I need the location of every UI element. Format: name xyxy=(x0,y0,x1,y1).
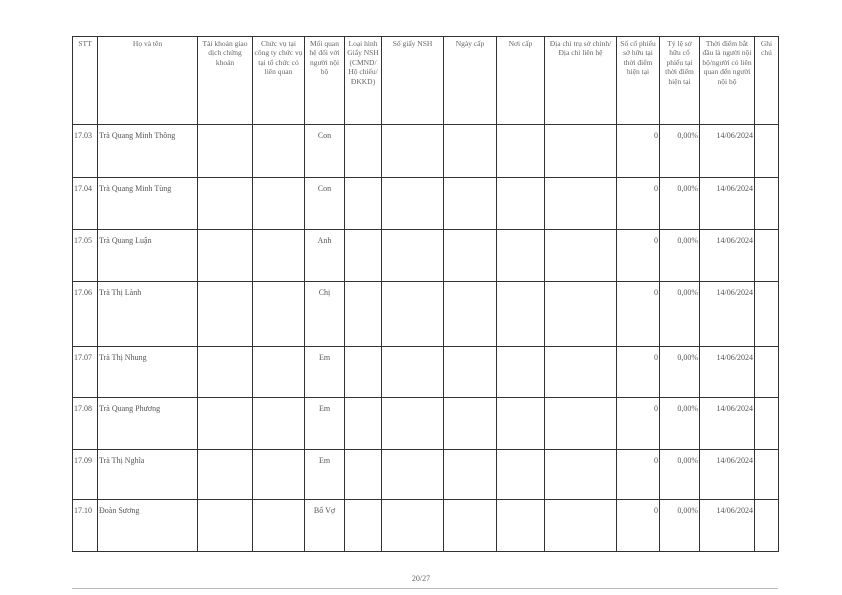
footer-divider xyxy=(72,588,778,589)
row-ratio: 0,00% xyxy=(660,282,700,347)
row-issue-place xyxy=(497,282,545,347)
row-start-date: 14/06/2024 xyxy=(700,230,755,282)
row-relation: Em xyxy=(305,347,345,398)
column-header: Họ và tên xyxy=(98,37,198,125)
row-start-date: 14/06/2024 xyxy=(700,500,755,552)
column-header: Mối quan hệ đối với người nội bộ xyxy=(305,37,345,125)
row-account xyxy=(198,125,253,178)
row-issue-place xyxy=(497,178,545,230)
row-position xyxy=(253,230,305,282)
row-note xyxy=(755,398,779,450)
column-header: Địa chỉ trụ sở chính/ Địa chỉ liên hệ xyxy=(545,37,617,125)
row-account xyxy=(198,347,253,398)
row-stt: 17.07 xyxy=(73,347,98,398)
page-number: 20/27 xyxy=(411,574,431,583)
row-id-number xyxy=(382,125,444,178)
row-issue-place xyxy=(497,230,545,282)
row-id-number xyxy=(382,230,444,282)
row-name: Trà Quang Minh Tùng xyxy=(98,178,198,230)
row-shares: 0 xyxy=(617,347,660,398)
row-id-type xyxy=(345,347,382,398)
row-note xyxy=(755,347,779,398)
table-row xyxy=(73,398,779,450)
row-account xyxy=(198,230,253,282)
column-header: Ngày cấp xyxy=(444,37,497,125)
row-account xyxy=(198,500,253,552)
row-id-type xyxy=(345,398,382,450)
row-address xyxy=(545,398,617,450)
table-row xyxy=(73,347,779,398)
row-ratio: 0,00% xyxy=(660,347,700,398)
row-note xyxy=(755,500,779,552)
row-id-number xyxy=(382,398,444,450)
table-row xyxy=(73,230,779,282)
row-note xyxy=(755,125,779,178)
row-start-date: 14/06/2024 xyxy=(700,178,755,230)
row-position xyxy=(253,398,305,450)
row-position xyxy=(253,178,305,230)
row-note xyxy=(755,230,779,282)
table-row xyxy=(73,178,779,230)
insider-table xyxy=(72,36,779,552)
row-account xyxy=(198,178,253,230)
row-stt: 17.03 xyxy=(73,125,98,178)
row-stt: 17.10 xyxy=(73,500,98,552)
row-name: Trà Thị Nghĩa xyxy=(98,450,198,500)
row-issue-date xyxy=(444,125,497,178)
row-name: Trà Quang Phương xyxy=(98,398,198,450)
column-header: Chức vụ tại công ty chức vụ tại tổ chức có liên quan xyxy=(253,37,305,125)
row-account xyxy=(198,450,253,500)
row-shares: 0 xyxy=(617,500,660,552)
column-header: Thời điểm bắt đầu là người nội bộ/người có liên quan đến người nội bộ xyxy=(700,37,755,125)
table-body xyxy=(73,125,779,552)
row-shares: 0 xyxy=(617,282,660,347)
column-header: Số cổ phiếu sở hữu tại thời điểm hiện tại xyxy=(617,37,660,125)
column-header: STT xyxy=(73,37,98,125)
row-issue-date xyxy=(444,282,497,347)
row-address xyxy=(545,347,617,398)
row-issue-place xyxy=(497,500,545,552)
row-relation: Con xyxy=(305,125,345,178)
row-stt: 17.08 xyxy=(73,398,98,450)
row-id-number xyxy=(382,500,444,552)
row-position xyxy=(253,347,305,398)
row-relation: Chị xyxy=(305,282,345,347)
row-issue-date xyxy=(444,347,497,398)
row-issue-date xyxy=(444,178,497,230)
row-issue-place xyxy=(497,450,545,500)
row-issue-date xyxy=(444,450,497,500)
row-relation: Anh xyxy=(305,230,345,282)
row-address xyxy=(545,178,617,230)
row-ratio: 0,00% xyxy=(660,398,700,450)
row-id-number xyxy=(382,178,444,230)
row-address xyxy=(545,500,617,552)
row-start-date: 14/06/2024 xyxy=(700,398,755,450)
row-relation: Bố Vợ xyxy=(305,500,345,552)
row-shares: 0 xyxy=(617,125,660,178)
column-header: Loại hình Giấy NSH (CMND/ Hộ chiếu/ ĐKKD) xyxy=(345,37,382,125)
column-header: Tỷ lệ sở hữu cổ phiếu tại thời điểm hiện tại xyxy=(660,37,700,125)
row-note xyxy=(755,178,779,230)
row-issue-date xyxy=(444,398,497,450)
row-shares: 0 xyxy=(617,178,660,230)
row-name: Trà Quang Minh Thông xyxy=(98,125,198,178)
row-address xyxy=(545,230,617,282)
row-note xyxy=(755,282,779,347)
row-relation: Con xyxy=(305,178,345,230)
row-shares: 0 xyxy=(617,398,660,450)
row-relation: Em xyxy=(305,450,345,500)
row-ratio: 0,00% xyxy=(660,500,700,552)
table-row xyxy=(73,450,779,500)
row-id-number xyxy=(382,282,444,347)
row-name: Trà Quang Luận xyxy=(98,230,198,282)
row-id-type xyxy=(345,450,382,500)
row-start-date: 14/06/2024 xyxy=(700,282,755,347)
column-header: Tài khoản giao dịch chứng khoán xyxy=(198,37,253,125)
row-id-type xyxy=(345,500,382,552)
row-ratio: 0,00% xyxy=(660,178,700,230)
row-id-number xyxy=(382,347,444,398)
header-row xyxy=(73,37,779,125)
row-address xyxy=(545,125,617,178)
table-row xyxy=(73,125,779,178)
row-name: Trà Thị Nhung xyxy=(98,347,198,398)
row-id-type xyxy=(345,178,382,230)
row-ratio: 0,00% xyxy=(660,125,700,178)
row-issue-date xyxy=(444,500,497,552)
row-issue-place xyxy=(497,125,545,178)
row-ratio: 0,00% xyxy=(660,450,700,500)
row-id-type xyxy=(345,125,382,178)
row-name: Đoàn Sương xyxy=(98,500,198,552)
row-account xyxy=(198,398,253,450)
row-address xyxy=(545,450,617,500)
row-start-date: 14/06/2024 xyxy=(700,347,755,398)
table-row xyxy=(73,500,779,552)
row-position xyxy=(253,500,305,552)
row-shares: 0 xyxy=(617,230,660,282)
column-header: Số giấy NSH xyxy=(382,37,444,125)
row-position xyxy=(253,125,305,178)
row-note xyxy=(755,450,779,500)
table-row xyxy=(73,282,779,347)
row-start-date: 14/06/2024 xyxy=(700,450,755,500)
row-relation: Em xyxy=(305,398,345,450)
row-id-type xyxy=(345,230,382,282)
row-stt: 17.04 xyxy=(73,178,98,230)
row-account xyxy=(198,282,253,347)
row-start-date: 14/06/2024 xyxy=(700,125,755,178)
column-header: Ghi chú xyxy=(755,37,779,125)
row-shares: 0 xyxy=(617,450,660,500)
row-stt: 17.09 xyxy=(73,450,98,500)
row-id-type xyxy=(345,282,382,347)
row-issue-date xyxy=(444,230,497,282)
column-header: Nơi cấp xyxy=(497,37,545,125)
row-ratio: 0,00% xyxy=(660,230,700,282)
row-issue-place xyxy=(497,347,545,398)
row-id-number xyxy=(382,450,444,500)
row-stt: 17.06 xyxy=(73,282,98,347)
row-position xyxy=(253,450,305,500)
row-address xyxy=(545,282,617,347)
row-name: Trà Thị Lành xyxy=(98,282,198,347)
row-issue-place xyxy=(497,398,545,450)
row-position xyxy=(253,282,305,347)
row-stt: 17.05 xyxy=(73,230,98,282)
